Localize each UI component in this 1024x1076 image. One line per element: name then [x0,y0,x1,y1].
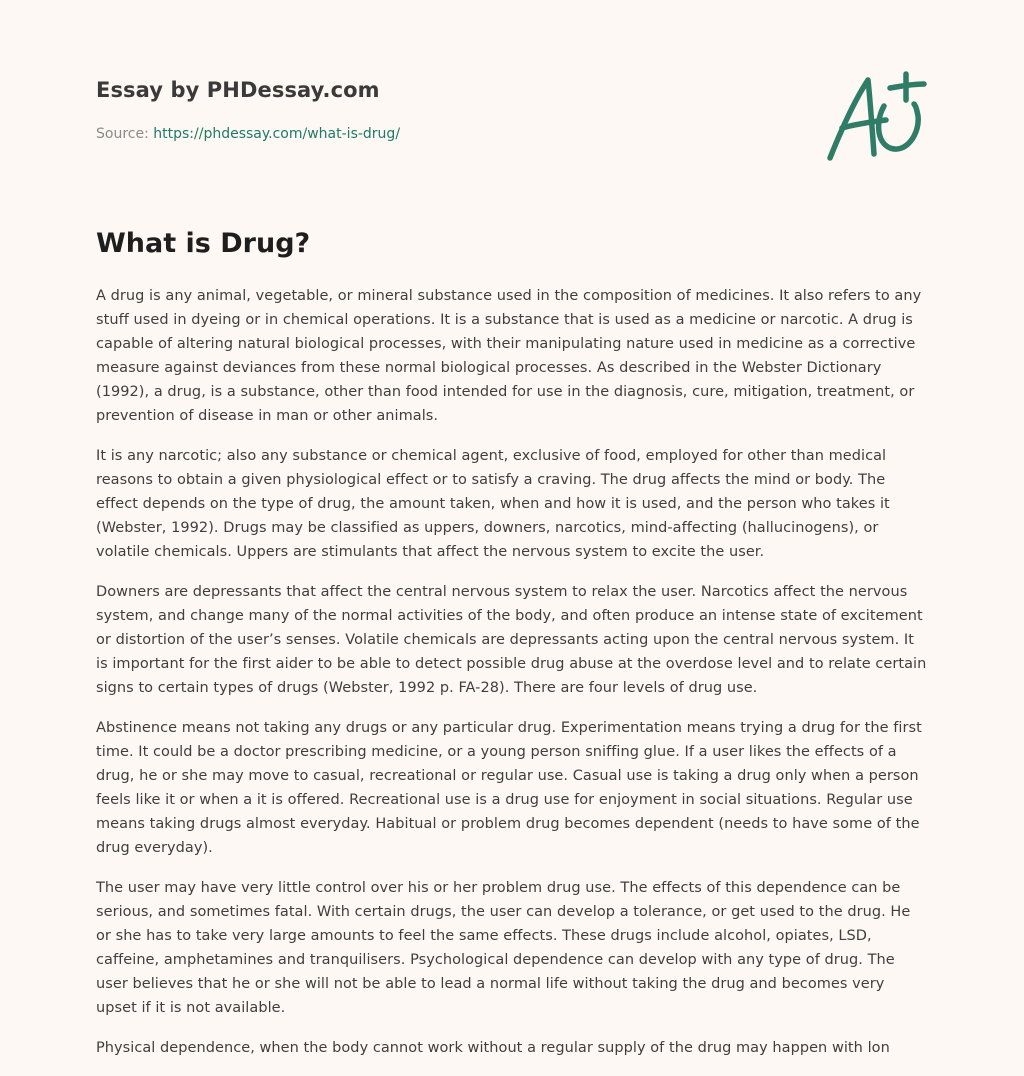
source-line [96,124,928,144]
essay-header [96,76,928,176]
a-plus-logo-icon [824,68,928,164]
brand-title: Essay by PHDessay.com [96,78,380,102]
paragraph: Abstinence means not taking any drugs or any particular drug. Experimentation means trying a drug for the first time. It could be a doctor prescribing medicine, or a young person sniffing glue. If a user likes the effects of a drug, he or she may move to casual, recreational or regular use. Casual use is taking a drug only when a person feels like it or when a it is offered. Recreational use is a drug use for enjoyment in social situations. Regular use means taking drugs almost everyday. Habitual or problem drug becomes dependent (needs to have some of the drug everyday). [96,720,922,856]
essay-body [96,284,928,1076]
paragraph: Downers are depressants that affect the central nervous system to relax the user. Narcotics affect the nervous system, and change many of the normal activities of the body, and often produce an intense state of excitement or distortion of the user’s senses. Volatile chemicals are depressants acting upon the central nervous system. It is important for the first aider to be able to detect possible drug abuse at the overdose level and to relate certain signs to certain types of drugs (Webster, 1992 p. FA-28). There are four levels of drug use. [96,584,927,696]
essay-title: What is Drug? [96,228,311,259]
source-link[interactable]: https://phdessay.com/what-is-drug/ [153,126,401,142]
paragraph: The user may have very little control over his or her problem drug use. The effects of this dependence can be serious, and sometimes fatal. With certain drugs, the user can develop a tolerance, or get used to the drug. He or she has to take very large amounts to feel the same effects. These drugs include alcohol, opiates, LSD, caffeine, amphetamines and tranquilisers. Psychological dependence can develop with any type of drug. The user believes that he or she will not be able to lead a normal life without taking the drug and becomes very upset if it is not available. [96,880,911,1016]
paragraph: It is any narcotic; also any substance or chemical agent, exclusive of food, employed for other than medical reasons to obtain a given physiological effect or to satisfy a craving. The drug affects the mind or body. The effect depends on the type of drug, the amount taken, when and how it is used, and the person who takes it (Webster, 1992). Drugs may be classified as uppers, downers, narcotics, mind-affecting (hallucinogens), or volatile chemicals. Uppers are stimulants that affect the nervous system to excite the user. [96,448,890,560]
source-label: Source: [96,126,149,142]
paragraph: A drug is any animal, vegetable, or mineral substance used in the composition of medicines. It also refers to any stuff used in dyeing or in chemical operations. It is a substance that is used as a medicine or narcotic. A drug is capable of altering natural biological processes, with their manipulating nature used in medicine as a corrective measure against deviances from these normal biological processes. As described in the Webster Dictionary (1992), a drug, is a substance, other than food intended for use in the diagnosis, cure, mitigation, treatment, or prevention of disease in man or other animals. [96,288,922,424]
paragraph: Physical dependence, when the body cannot work without a regular supply of the drug may happen with lon [96,1040,890,1056]
